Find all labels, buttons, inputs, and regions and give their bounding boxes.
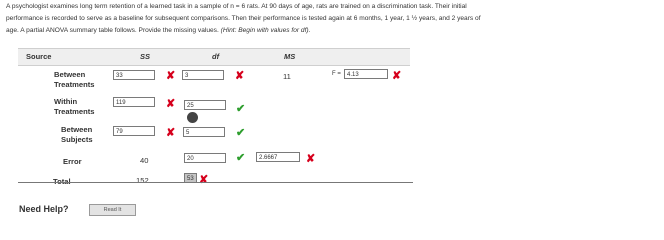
row-label-between-treatments bbox=[54, 70, 95, 90]
need-help-label: Need Help? bbox=[19, 204, 69, 214]
problem-line-1: A psychologist examines long term retention of a learned task in a sample of n = 6 rats. At 90 days of age, rats are trained on a discrimination task. Their initial bbox=[6, 3, 467, 10]
row-label-error: Error bbox=[63, 157, 82, 166]
table-divider bbox=[18, 182, 413, 183]
between-subjects-df-input[interactable]: 5 bbox=[183, 127, 225, 137]
problem-line-3 bbox=[6, 25, 662, 37]
header-df: df bbox=[212, 52, 220, 61]
x-mark-icon: ✘ bbox=[235, 70, 245, 82]
header-source: Source bbox=[26, 52, 52, 61]
cursor-dot bbox=[187, 112, 198, 123]
problem-line-3-text: age. A partial ANOVA summary table follows. Provide the missing values. bbox=[6, 27, 219, 34]
f-label: F = bbox=[332, 71, 341, 77]
problem-statement bbox=[6, 1, 662, 37]
error-ss-value: 40 bbox=[140, 156, 149, 165]
between-treatments-ss-input[interactable]: 33 bbox=[113, 70, 155, 80]
label-line: Between bbox=[54, 70, 86, 79]
x-mark-icon: ✘ bbox=[166, 127, 176, 139]
between-treatments-df-input[interactable]: 3 bbox=[182, 70, 224, 80]
x-mark-icon: ✘ bbox=[166, 70, 176, 82]
label-line: Within bbox=[54, 97, 78, 106]
label-line: Treatments bbox=[54, 80, 95, 89]
f-ratio-input[interactable]: 4.13 bbox=[344, 69, 388, 79]
check-mark-icon: ✔ bbox=[236, 103, 246, 115]
label-line: Subjects bbox=[61, 135, 93, 144]
header-ss: SS bbox=[140, 52, 151, 61]
total-ss-value: 152 bbox=[136, 176, 149, 185]
label-line: Between bbox=[61, 125, 93, 134]
total-df-input[interactable]: 53 bbox=[184, 173, 197, 183]
row-label-total: Total bbox=[53, 177, 71, 186]
read-it-button[interactable]: Read It bbox=[89, 204, 136, 216]
between-treatments-ms-value: 11 bbox=[283, 72, 291, 81]
between-subjects-ss-input[interactable]: 79 bbox=[113, 126, 155, 136]
header-ms: MS bbox=[284, 52, 296, 61]
x-mark-icon: ✘ bbox=[166, 98, 176, 110]
x-mark-icon: ✘ bbox=[392, 70, 402, 82]
check-mark-icon: ✔ bbox=[236, 127, 246, 139]
within-treatments-df-input[interactable]: 25 bbox=[184, 100, 226, 110]
problem-line-2: performance is recorded to serve as a baseline for subsequent comparisons. Then their performance is tested again at 6 months, 1 year, 1 ½ years, and 2 years of bbox=[6, 15, 481, 22]
problem-hint: (Hint: Begin with values for df). bbox=[220, 27, 311, 34]
error-df-input[interactable]: 20 bbox=[184, 153, 226, 163]
within-treatments-ss-input[interactable]: 119 bbox=[113, 97, 155, 107]
row-label-within-treatments bbox=[54, 97, 95, 117]
row-label-between-subjects bbox=[61, 125, 93, 145]
error-ms-input[interactable]: 2.6667 bbox=[256, 152, 300, 162]
label-line: Treatments bbox=[54, 107, 95, 116]
x-mark-icon: ✘ bbox=[306, 153, 316, 165]
check-mark-icon: ✔ bbox=[236, 152, 246, 164]
x-mark-icon: ✘ bbox=[199, 174, 209, 186]
table-header bbox=[18, 48, 410, 66]
